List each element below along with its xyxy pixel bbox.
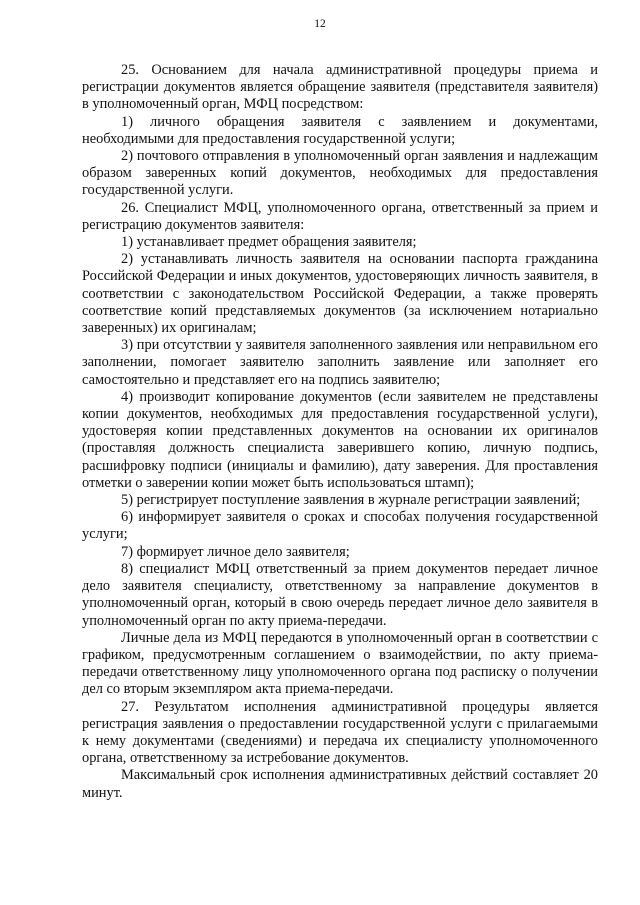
paragraph-26-item-6: 6) информирует заявителя о сроках и способах получения государственной услуги; bbox=[82, 509, 598, 543]
paragraph-26-item-2: 2) устанавливать личность заявителя на основании паспорта гражданина Российской Федерации и иных документов, удостоверяющих личность заявителя, в соответствии с законодательством Российской Федерации, а также проверять соответствие копий представляемых документов (за исключением нотариально заверенных) их оригиналам; bbox=[82, 251, 598, 337]
paragraph-25-item-2: 2) почтового отправления в уполномоченный орган заявления и надлежащим образом заверенных копий документов, необходимых для предоставления государственной услуги. bbox=[82, 148, 598, 199]
paragraph-26-intro: 26. Специалист МФЦ, уполномоченного органа, ответственный за прием и регистрацию документов заявителя: bbox=[82, 199, 598, 233]
page-number: 12 bbox=[314, 18, 326, 30]
paragraph-26-item-3: 3) при отсутствии у заявителя заполненного заявления или неправильном его заполнении, помогает заявителю заполнить заявление или заполняет его самостоятельно и представляет его на подпись заявителю; bbox=[82, 337, 598, 388]
paragraph-personal-files: Личные дела из МФЦ передаются в уполномоченный орган в соответствии с графиком, предусмотренным соглашением о взаимодействии, по акту приема-передачи ответственному лицу уполномоченного органа под расписку о получении дел со вторым экземпляром акта приема-передачи. bbox=[82, 629, 598, 698]
paragraph-26-item-7: 7) формирует личное дело заявителя; bbox=[121, 543, 350, 560]
paragraph-26-item-1: 1) устанавливает предмет обращения заявителя; bbox=[121, 234, 417, 251]
paragraph-25-intro: 25. Основанием для начала административной процедуры приема и регистрации документов является обращение заявителя (представителя заявителя) в уполномоченный орган, МФЦ посредством: bbox=[82, 62, 598, 113]
paragraph-max-duration: Максимальный срок исполнения административных действий составляет 20 минут. bbox=[82, 767, 598, 801]
paragraph-26-item-5: 5) регистрирует поступление заявления в журнале регистрации заявлений; bbox=[121, 492, 581, 509]
document-body bbox=[82, 62, 598, 802]
paragraph-27-result: 27. Результатом исполнения административной процедуры является регистрация заявления о предоставлении государственной услуги с прилагаемыми к нему документами (сведениями) и передача их специалисту уполномоченного органа, ответственному за истребование документов. bbox=[82, 698, 598, 767]
paragraph-26-item-4: 4) производит копирование документов (если заявителем не представлены копии документов, необходимых для предоставления государственной услуги), удостоверяя копии представленных документов на основании их оригиналов (проставляя должность специалиста заверившего копию, личную подпись, расшифровку подписи (инициалы и фамилию), дату заверения. Для проставления отметки о заверении копии может быть использоваться штамп); bbox=[82, 388, 598, 491]
paragraph-26-item-8: 8) специалист МФЦ ответственный за прием документов передает личное дело заявителя специалисту, ответственному за направление документов в уполномоченный орган, который в свою очередь передает личное дело заявителя в уполномоченный орган по акту приема-передачи. bbox=[82, 560, 598, 629]
paragraph-25-item-1: 1) личного обращения заявителя с заявлением и документами, необходимыми для предоставления государственной услуги; bbox=[82, 113, 598, 147]
